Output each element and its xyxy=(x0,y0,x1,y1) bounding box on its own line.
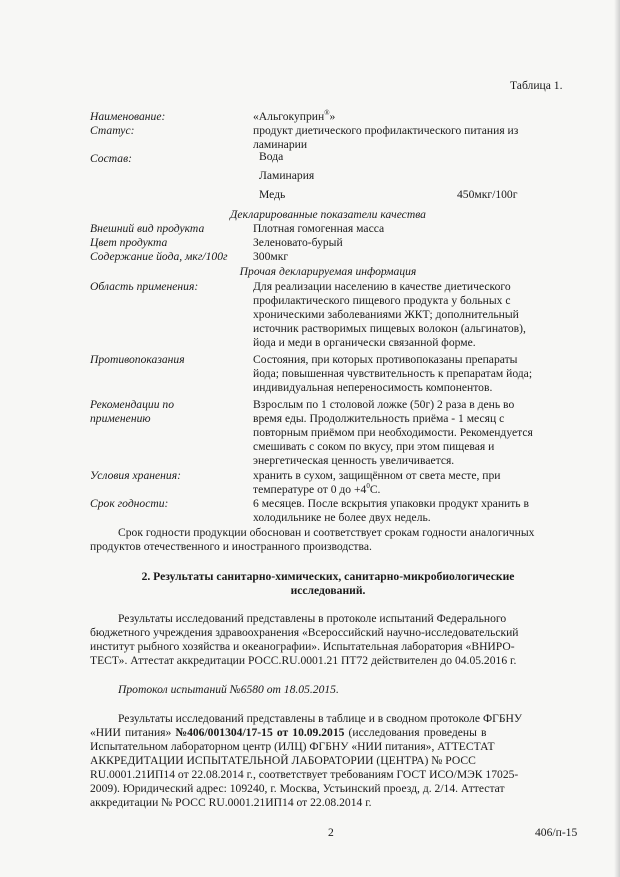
recommendations-line: энергетическая ценность увеличивается. xyxy=(253,454,455,467)
iodine-label: Содержание йода, мкг/100г xyxy=(90,250,228,263)
recommendations-line: время еды. Продолжительность приёма - 1 месяц с xyxy=(253,412,505,425)
section2-title: исследований. xyxy=(290,584,366,597)
protocol-line: Протокол испытаний №6580 от 18.05.2015. xyxy=(118,683,339,696)
shelf-life-label: Срок годности: xyxy=(90,497,169,510)
recommendations-line: повторным приёмом при необходимости. Рекомендуется xyxy=(253,426,533,439)
para2-line: АККРЕДИТАЦИИ ИСПЫТАТЕЛЬНОЙ ЛАБОРАТОРИИ (ЦЕНТРА) № РОСС xyxy=(90,754,476,767)
name-label: Наименование: xyxy=(90,110,166,123)
appearance-label: Внешний вид продукта xyxy=(90,222,205,235)
application-line: йода и меди в органически связанной форме. xyxy=(253,336,476,349)
status-value-line2: ламинарии xyxy=(253,138,308,151)
shelf-life-line: 6 месяцев. После вскрытия упаковки продукт хранить в xyxy=(253,497,529,510)
para2-line: Результаты исследований представлены в таблице и в сводном протоколе ФГБНУ xyxy=(118,712,523,725)
application-line: хроническими заболеваниями ЖКТ; дополнительный xyxy=(253,308,519,321)
composition-item: Ламинария xyxy=(259,169,315,182)
storage-line: температуре от 0 до $+4^0С$. xyxy=(253,482,381,496)
page-edge-shadow xyxy=(614,0,620,877)
contraindications-line: Состояния, при которых противопоказаны препараты xyxy=(253,353,518,366)
shelf-life-line: холодильнике не более двух недель. xyxy=(253,511,431,524)
composition-label: Состав: xyxy=(90,152,132,165)
declared-heading: Декларированные показатели качества xyxy=(230,208,426,221)
para2-line: «НИИ питания» №406/001304/17-15 от 10.09.2015 (исследования проведены в xyxy=(90,726,487,739)
recommendations-line: Взрослым по 1 столовой ложке (50г) 2 раза в день во xyxy=(253,398,515,411)
name-value: «Альгокуприн®» xyxy=(253,109,336,123)
para1-line: бюджетного учреждения здравоохранения «Всероссийский научно-исследовательский xyxy=(90,626,519,639)
para1-line: ТЕСТ». Аттестат аккредитации РОСС.RU.0001.21 ПТ72 действителен до 04.05.2016 г. xyxy=(90,654,517,667)
contraindications-line: йода; повышенная чувствительность к препаратам йода; xyxy=(253,367,533,380)
other-heading: Прочая декларируемая информация xyxy=(239,265,417,278)
para2-line: 2009). Юридический адрес: 109240, г. Москва, Устьинский проезд, д. 2/14. Аттестат xyxy=(90,782,505,795)
composition-item: Вода xyxy=(259,150,284,163)
recommendations-label: Рекомендации по xyxy=(90,398,174,411)
page-number: 2 xyxy=(328,826,334,839)
application-line: источник растворимых пищевых волокон (альгинатов), xyxy=(253,322,526,335)
recommendations-line: смешивать с соком по вкусу, при этом пищевая и xyxy=(253,440,495,453)
para1-line: Результаты исследований представлены в протоколе испытаний Федерального xyxy=(118,612,507,625)
color-value: Зеленовато-бурый xyxy=(253,236,343,249)
shelf-note-line: продуктов отечественного и иностранного производства. xyxy=(90,540,372,553)
table-label: Таблица 1. xyxy=(510,79,563,92)
application-line: профилактического пищевого продукта у больных с xyxy=(253,294,511,307)
section2-title: 2. Результаты санитарно-химических, санитарно-микробиологические xyxy=(141,570,515,583)
iodine-value: 300мкг xyxy=(253,250,289,263)
recommendations-label: применению xyxy=(90,412,151,425)
para2-line: Испытательном лабораторном центр (ИЛЦ) ФГБНУ «НИИ питания», АТТЕСТАТ xyxy=(90,740,495,753)
contraindications-line: индивидуальная непереносимость компонентов. xyxy=(253,381,493,394)
appearance-value: Плотная гомогенная масса xyxy=(253,222,385,235)
status-value-line1: продукт диетического профилактического питания из xyxy=(253,124,519,137)
storage-line: хранить в сухом, защищённом от света месте, при xyxy=(253,469,501,482)
composition-item: Медь xyxy=(259,188,286,201)
document-code: 406/п-15 xyxy=(535,826,578,839)
status-label: Статус: xyxy=(90,124,135,137)
copper-amount: 450мкг/100г xyxy=(457,188,518,201)
storage-label: Условия хранения: xyxy=(90,469,181,482)
color-label: Цвет продукта xyxy=(90,236,168,249)
para1-line: институт рыбного хозяйства и океанографии». Испытательная лаборатория «ВНИРО- xyxy=(90,640,515,653)
para2-line: аккредитации № РОСС RU.0001.21ИП14 от 22.08.2014 г. xyxy=(90,796,372,809)
para2-line: RU.0001.21ИП14 от 22.08.2014 г., соответствует требованиям ГОСТ ИСО/МЭК 17025- xyxy=(90,768,519,781)
application-label: Область применения: xyxy=(90,280,199,293)
contraindications-label: Противопоказания xyxy=(90,353,185,366)
shelf-note-line: Срок годности продукции обоснован и соответствует срокам годности аналогичных xyxy=(118,526,535,539)
application-line: Для реализации населению в качестве диетического xyxy=(253,280,511,293)
